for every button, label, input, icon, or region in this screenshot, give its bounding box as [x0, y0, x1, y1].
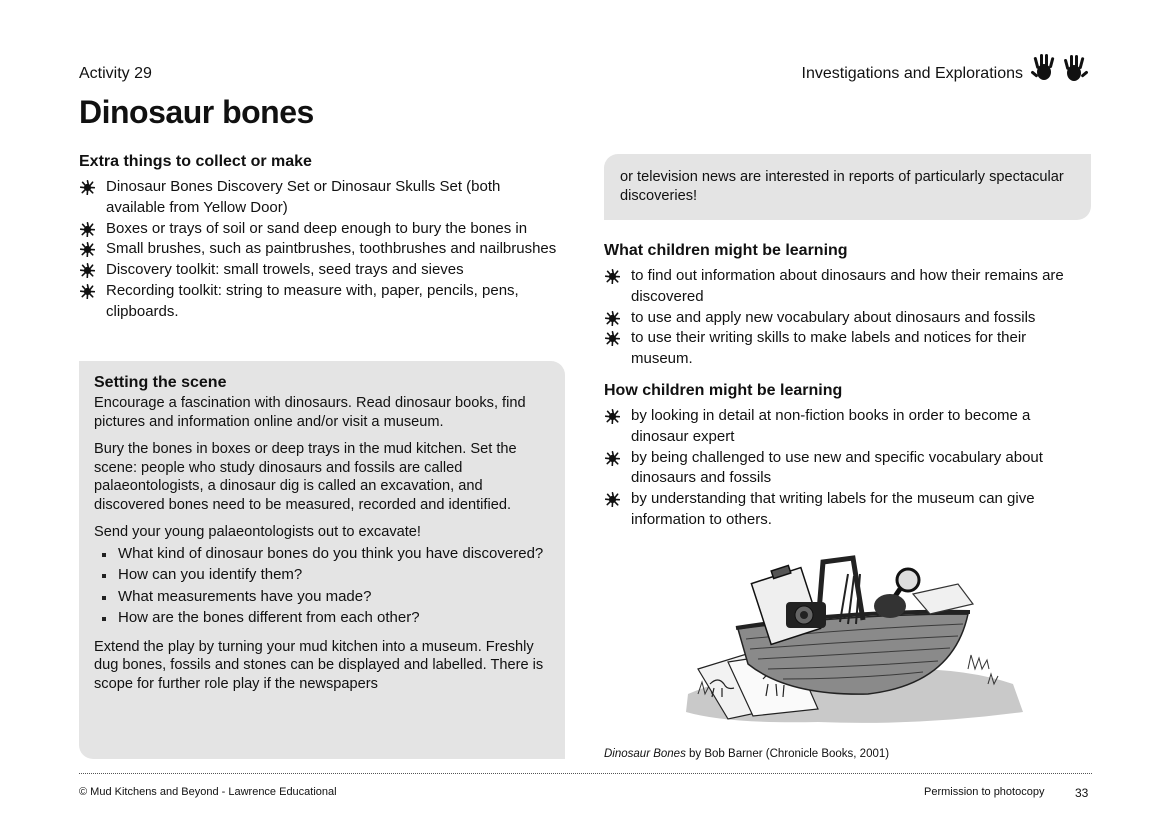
list-item-text: to find out information about dinosaurs and how their remains are discovered: [631, 267, 1064, 305]
what-list: [604, 266, 1079, 370]
question-item: What kind of dinosaur bones do you think you have discovered?: [94, 545, 550, 564]
how-list: [604, 406, 1079, 531]
scene-continued-text: or television news are interested in reports of particularly spectacular discoveries!: [620, 169, 1064, 204]
list-item-text: Recording toolkit: string to measure with, paper, pencils, pens, clipboards.: [106, 281, 519, 320]
scene-paragraph: Extend the play by turning your mud kitchen into a museum. Freshly dug bones, fossils and stones can be displayed and labelled. There is scope for further role play if the newspapers: [94, 638, 544, 692]
section-title: Investigations and Explorations: [801, 65, 1023, 82]
what-learning-section: [604, 242, 1079, 370]
splat-icon: [605, 492, 620, 507]
handprints-icon: [1030, 53, 1092, 85]
list-item: [79, 260, 559, 281]
how-heading: How children might be learning: [604, 382, 843, 399]
list-item: [604, 406, 1079, 448]
splat-icon: [605, 311, 620, 326]
list-item-text: Boxes or trays of soil or sand deep enough to bury the bones in: [106, 219, 528, 237]
how-learning-section: [604, 382, 1079, 531]
splat-icon: [605, 269, 620, 284]
list-item: [79, 281, 559, 323]
list-item-text: to use their writing skills to make labels and notices for their museum.: [631, 329, 1027, 368]
list-item: [604, 328, 1079, 370]
page-number: 33: [1075, 786, 1089, 800]
caption-details: by Bob Barner (Chronicle Books, 2001): [685, 748, 890, 760]
splat-icon: [80, 284, 95, 299]
caption-book-title: Dinosaur Bones: [604, 748, 686, 760]
list-item-text: by understanding that writing labels for the museum can give information to others.: [631, 490, 1035, 528]
list-item-text: by looking in detail at non-fiction books in order to become a dinosaur expert: [631, 407, 1031, 445]
question-list: [94, 545, 550, 628]
list-item-text: Dinosaur Bones Discovery Set or Dinosaur Skulls Set (both available from Yellow Door): [106, 178, 501, 216]
splat-icon: [605, 409, 620, 424]
list-item-text: Small brushes, such as paintbrushes, toothbrushes and nailbrushes: [106, 240, 557, 258]
splat-icon: [80, 242, 95, 257]
footer-permission: Permission to photocopy: [924, 786, 1045, 798]
page-title: Dinosaur bones: [79, 94, 314, 130]
extra-list: [79, 177, 559, 323]
list-item-text: by being challenged to use new and specific vocabulary about dinosaurs and fossils: [631, 448, 1043, 487]
list-item: [604, 448, 1079, 490]
extra-heading: Extra things to collect or make: [79, 153, 312, 170]
what-heading: What children might be learning: [604, 242, 848, 259]
scene-continued-box: [604, 154, 1091, 220]
list-item: [604, 266, 1079, 308]
scene-heading: Setting the scene: [94, 374, 227, 391]
question-item: How are the bones different from each other?: [94, 609, 550, 628]
list-item-text: to use and apply new vocabulary about dinosaurs and fossils: [631, 308, 1036, 326]
image-caption: [604, 748, 889, 760]
splat-icon: [80, 263, 95, 278]
question-item: What measurements have you made?: [94, 588, 550, 607]
scene-paragraph: Send your young palaeontologists out to excavate!: [94, 524, 421, 540]
extra-things-section: [79, 153, 559, 323]
list-item: [604, 308, 1079, 329]
scene-paragraph: Bury the bones in boxes or deep trays in the mud kitchen. Set the scene: people who study dinosaurs and fossils are called palaeontologists, a dinosaur dig is called an excavation, and discovered bones need to be measured, recorded and identified.: [94, 441, 517, 513]
list-item: [79, 239, 559, 260]
question-item: How can you identify them?: [94, 566, 550, 585]
basket-illustration: [668, 544, 1030, 730]
splat-icon: [80, 180, 95, 195]
splat-icon: [80, 222, 95, 237]
scene-paragraph: Encourage a fascination with dinosaurs. Read dinosaur books, find pictures and information online and/or visit a museum.: [94, 395, 526, 430]
footer-divider: [79, 773, 1092, 774]
activity-number: Activity 29: [79, 65, 152, 82]
setting-the-scene-box: [79, 361, 565, 759]
splat-icon: [605, 331, 620, 346]
list-item-text: Discovery toolkit: small trowels, seed trays and sieves: [106, 261, 464, 279]
list-item: [79, 177, 559, 219]
footer-copyright: © Mud Kitchens and Beyond - Lawrence Educational: [79, 786, 337, 798]
splat-icon: [605, 451, 620, 466]
list-item: [79, 219, 559, 240]
list-item: [604, 489, 1079, 531]
